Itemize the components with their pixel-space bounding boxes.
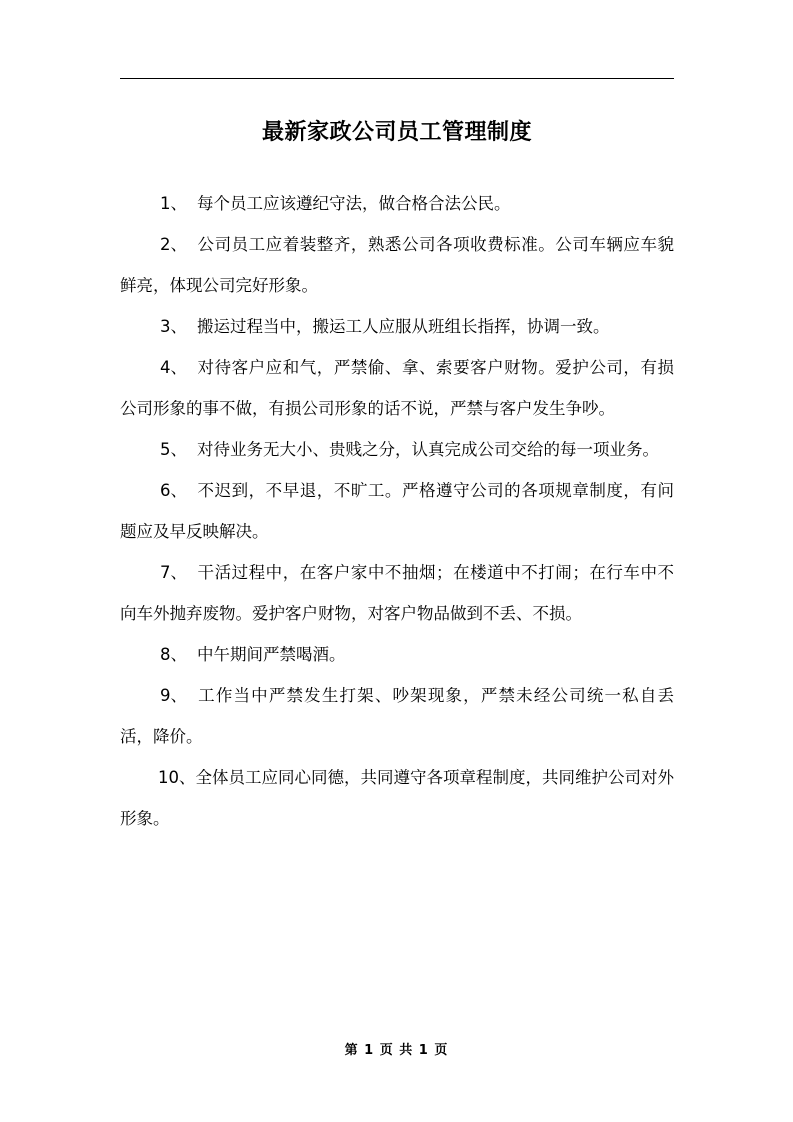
clause-number: 8、 — [160, 645, 187, 664]
clause-text: 中午期间严禁喝酒。 — [197, 645, 346, 664]
clause-7 — [120, 552, 674, 634]
clause-number: 1、 — [160, 194, 187, 213]
clause-text: 全体员工应同心同德，共同遵守各项章程制度，共同维护公司对外形象。 — [120, 768, 674, 828]
clause-2 — [120, 224, 674, 306]
clause-text: 干活过程中，在客户家中不抽烟；在楼道中不打闹；在行车中不向车外抛弃废物。爱护客户财物，对客户物品做到不丢、不损。 — [120, 563, 674, 623]
clause-number: 6、 — [160, 481, 187, 500]
clause-text: 对待业务无大小、贵贱之分，认真完成公司交给的每一项业务。 — [197, 440, 659, 459]
clause-5 — [120, 429, 674, 470]
clause-number: 5、 — [160, 440, 187, 459]
document-body — [120, 183, 674, 839]
clause-number: 7、 — [160, 563, 187, 582]
clause-number: 9、 — [160, 686, 187, 705]
page-footer: 第 1 页 共 1 页 — [344, 1043, 449, 1058]
clause-text: 对待客户应和气，严禁偷、拿、索要客户财物。爱护公司，有损公司形象的事不做，有损公司形象的话不说，严禁与客户发生争吵。 — [120, 358, 674, 418]
clause-text: 公司员工应着装整齐，熟悉公司各项收费标准。公司车辆应车貌鲜亮，体现公司完好形象。 — [120, 235, 674, 295]
clause-10 — [120, 757, 674, 839]
clause-text: 不迟到，不早退，不旷工。严格遵守公司的各项规章制度，有问题应及早反映解决。 — [120, 481, 674, 541]
clause-number: 3、 — [160, 317, 187, 336]
clause-number: 2、 — [160, 235, 187, 254]
clause-number: 10、 — [158, 768, 196, 787]
clause-4 — [120, 347, 674, 429]
clause-1 — [120, 183, 674, 224]
clause-9 — [120, 675, 674, 757]
clause-6 — [120, 470, 674, 552]
clause-text: 每个员工应该遵纪守法，做合格合法公民。 — [197, 194, 511, 213]
clause-number: 4、 — [160, 358, 187, 377]
header-rule — [120, 78, 674, 79]
document-title: 最新家政公司员工管理制度 — [261, 119, 532, 145]
clause-text: 工作当中严禁发生打架、吵架现象，严禁未经公司统一私自丢活，降价。 — [120, 686, 674, 746]
clause-text: 搬运过程当中，搬运工人应服从班组长指挥，协调一致。 — [197, 317, 610, 336]
clause-8 — [120, 634, 674, 675]
clause-3 — [120, 306, 674, 347]
